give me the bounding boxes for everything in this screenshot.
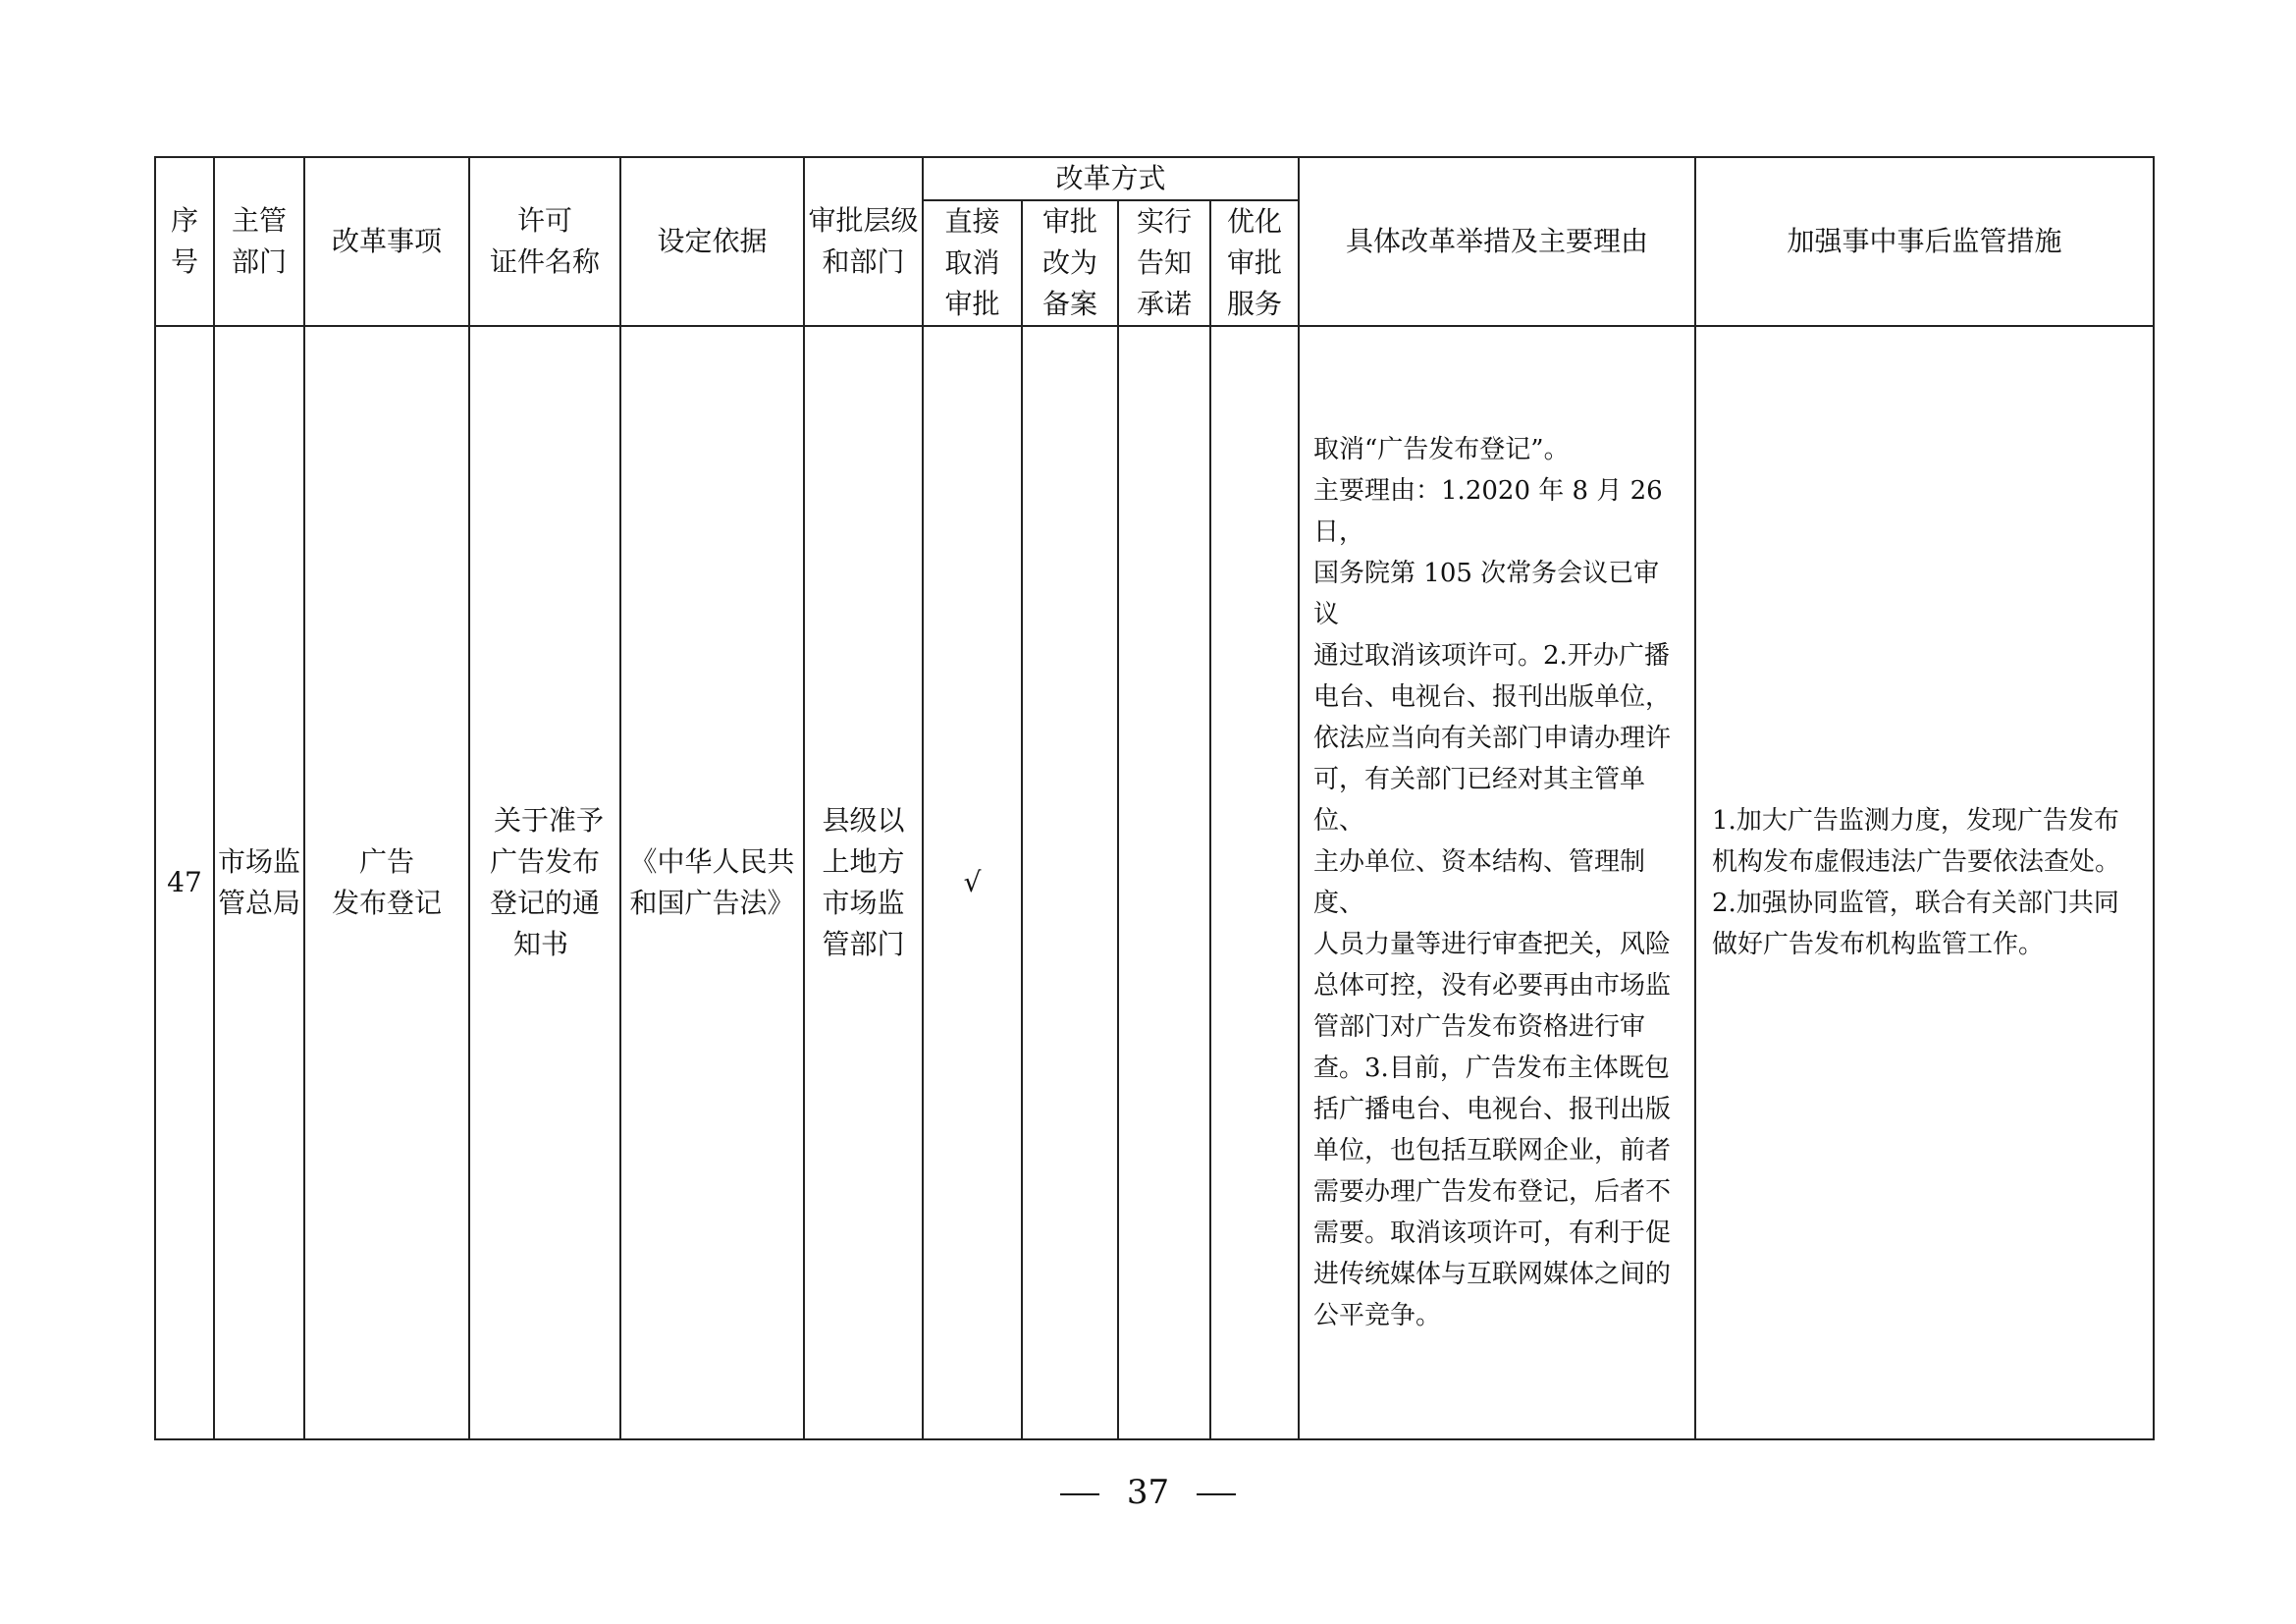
row-reform-text: 取消“广告发布登记”。 主要理由：1.2020 年 8 月 26 日， 国务院第 105 次常务会议已审议 通过取消该项许可。2.开办广播 电台、电视台、报刊出版单位， 依法应当向有关部门申请办理许 可，有关部门已经对其主管单位、 主办单位、资本结构、管理制度、 人员力量等进行审查把关，风险 总体可控，没有必要再由市场监 管部门对广告发布资格进行审 查。3.目前，广告发布主体既包 括广播电台、电视台、报刊出版 单位，也包括互联网企业，前者 需要办理广告发布登记，后者不 需要。取消该项许可，有利于促 进传统媒体与互联网媒体之间的 公平竞争。 [1299, 326, 1695, 1439]
header-reform: 具体改革举措及主要理由 [1299, 157, 1695, 326]
header-dept: 主管 部门 [214, 157, 304, 326]
row-basis: 《中华人民共 和国广告法》 [620, 326, 804, 1439]
row-measures-text: 1.加大广告监测力度，发现广告发布 机构发布虚假违法广告要依法查处。 2.加强协同监管，联合有关部门共同 做好广告发布机构监管工作。 [1695, 326, 2154, 1439]
row-method-optimize [1210, 326, 1299, 1439]
header-measures: 加强事中事后监管措施 [1695, 157, 2154, 326]
page-footer [0, 1470, 2296, 1515]
header-level: 审批层级 和部门 [804, 157, 923, 326]
row-cert: 关于准予 广告发布 登记的通 知书 [469, 326, 620, 1439]
header-method-cancel: 直接 取消 审批 [923, 200, 1022, 326]
footer-dash-left [1060, 1493, 1099, 1495]
header-method-commitment: 实行 告知 承诺 [1118, 200, 1210, 326]
header-method-filing: 审批 改为 备案 [1022, 200, 1118, 326]
row-method-filing [1022, 326, 1118, 1439]
row-method-commitment [1118, 326, 1210, 1439]
row-seq: 47 [155, 326, 214, 1439]
page-number: 37 [1126, 1473, 1170, 1512]
table-row [155, 326, 2154, 1439]
row-level: 县级以 上地方 市场监 管部门 [804, 326, 923, 1439]
footer-dash-right [1197, 1493, 1236, 1495]
header-seq: 序 号 [155, 157, 214, 326]
row-item: 广告 发布登记 [304, 326, 469, 1439]
reform-table [154, 156, 2155, 1440]
header-basis: 设定依据 [620, 157, 804, 326]
header-method-optimize: 优化 审批 服务 [1210, 200, 1299, 326]
header-item: 改革事项 [304, 157, 469, 326]
row-method-cancel-check: √ [923, 326, 1022, 1439]
header-cert: 许可 证件名称 [469, 157, 620, 326]
header-method-group: 改革方式 [923, 157, 1299, 200]
row-dept: 市场监 管总局 [214, 326, 304, 1439]
